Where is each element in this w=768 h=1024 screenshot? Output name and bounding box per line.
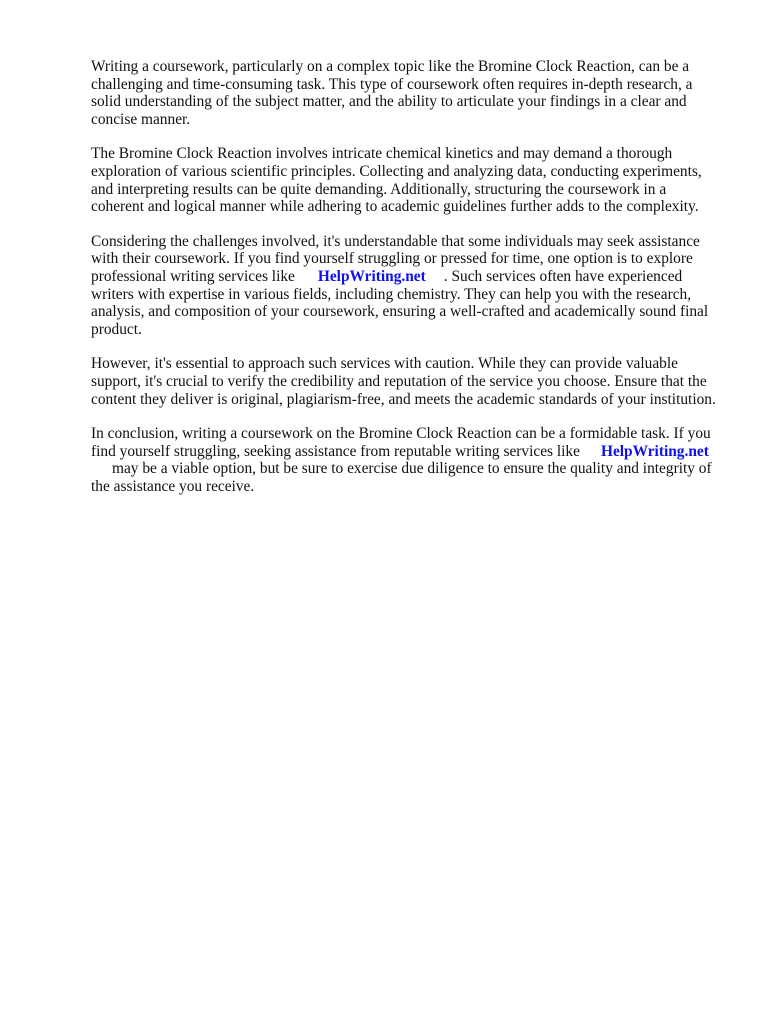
text-line: product.	[91, 320, 142, 338]
text-segment: may be a viable option, but be sure to exercise due diligence to ensure the quality and integrity of	[112, 460, 712, 478]
text-line: exploration of various scientific principles. Collecting and analyzing data, conducting experiments,	[91, 162, 702, 180]
text-line: solid understanding of the subject matter, and the ability to articulate your findings in a clear and	[91, 93, 687, 111]
text-segment: professional writing services like	[91, 267, 295, 285]
text-segment: find yourself struggling, seeking assistance from reputable writing services like	[91, 442, 580, 460]
paragraph-caution	[91, 355, 727, 408]
helpwriting-link[interactable]: HelpWriting.net	[317, 267, 426, 285]
helpwriting-link[interactable]: HelpWriting.net	[600, 442, 709, 460]
text-line: the assistance you receive.	[91, 477, 255, 495]
text-line: analysis, and composition of your coursework, ensuring a well-crafted and academically sound final	[91, 303, 709, 321]
text-line: However, it's essential to approach such services with caution. While they can provide valuable	[91, 355, 678, 373]
text-line: challenging and time-consuming task. This type of coursework often requires in-depth research, a	[91, 75, 693, 93]
text-line-with-link	[91, 443, 727, 461]
text-line: and interpreting results can be quite demanding. Additionally, structuring the coursework in a	[91, 180, 667, 198]
text-line	[91, 460, 727, 478]
text-line-with-link	[91, 268, 727, 286]
text-line: concise manner.	[91, 110, 191, 128]
text-line: Considering the challenges involved, it's understandable that some individuals may seek assistance	[91, 232, 700, 250]
document-page	[91, 58, 727, 512]
text-line: with their coursework. If you find yourself struggling or pressed for time, one option is to explore	[91, 250, 693, 268]
paragraph-challenges	[91, 233, 727, 339]
text-line: coherent and logical manner while adhering to academic guidelines further adds to the complexity.	[91, 198, 699, 216]
text-line: support, it's crucial to verify the credibility and reputation of the service you choose. Ensure that the	[91, 372, 707, 390]
text-line: The Bromine Clock Reaction involves intricate chemical kinetics and may demand a thorough	[91, 145, 673, 163]
text-segment: . Such services often have experienced	[443, 267, 683, 285]
paragraph-kinetics	[91, 145, 727, 215]
paragraph-intro	[91, 58, 727, 128]
text-line: Writing a coursework, particularly on a complex topic like the Bromine Clock Reaction, can be a	[91, 58, 690, 75]
text-line: content they deliver is original, plagiarism-free, and meets the academic standards of your institution.	[91, 390, 716, 408]
text-line: In conclusion, writing a coursework on the Bromine Clock Reaction can be a formidable task. If you	[91, 425, 711, 443]
text-line: writers with expertise in various fields, including chemistry. They can help you with the research,	[91, 285, 692, 303]
paragraph-conclusion	[91, 425, 727, 495]
